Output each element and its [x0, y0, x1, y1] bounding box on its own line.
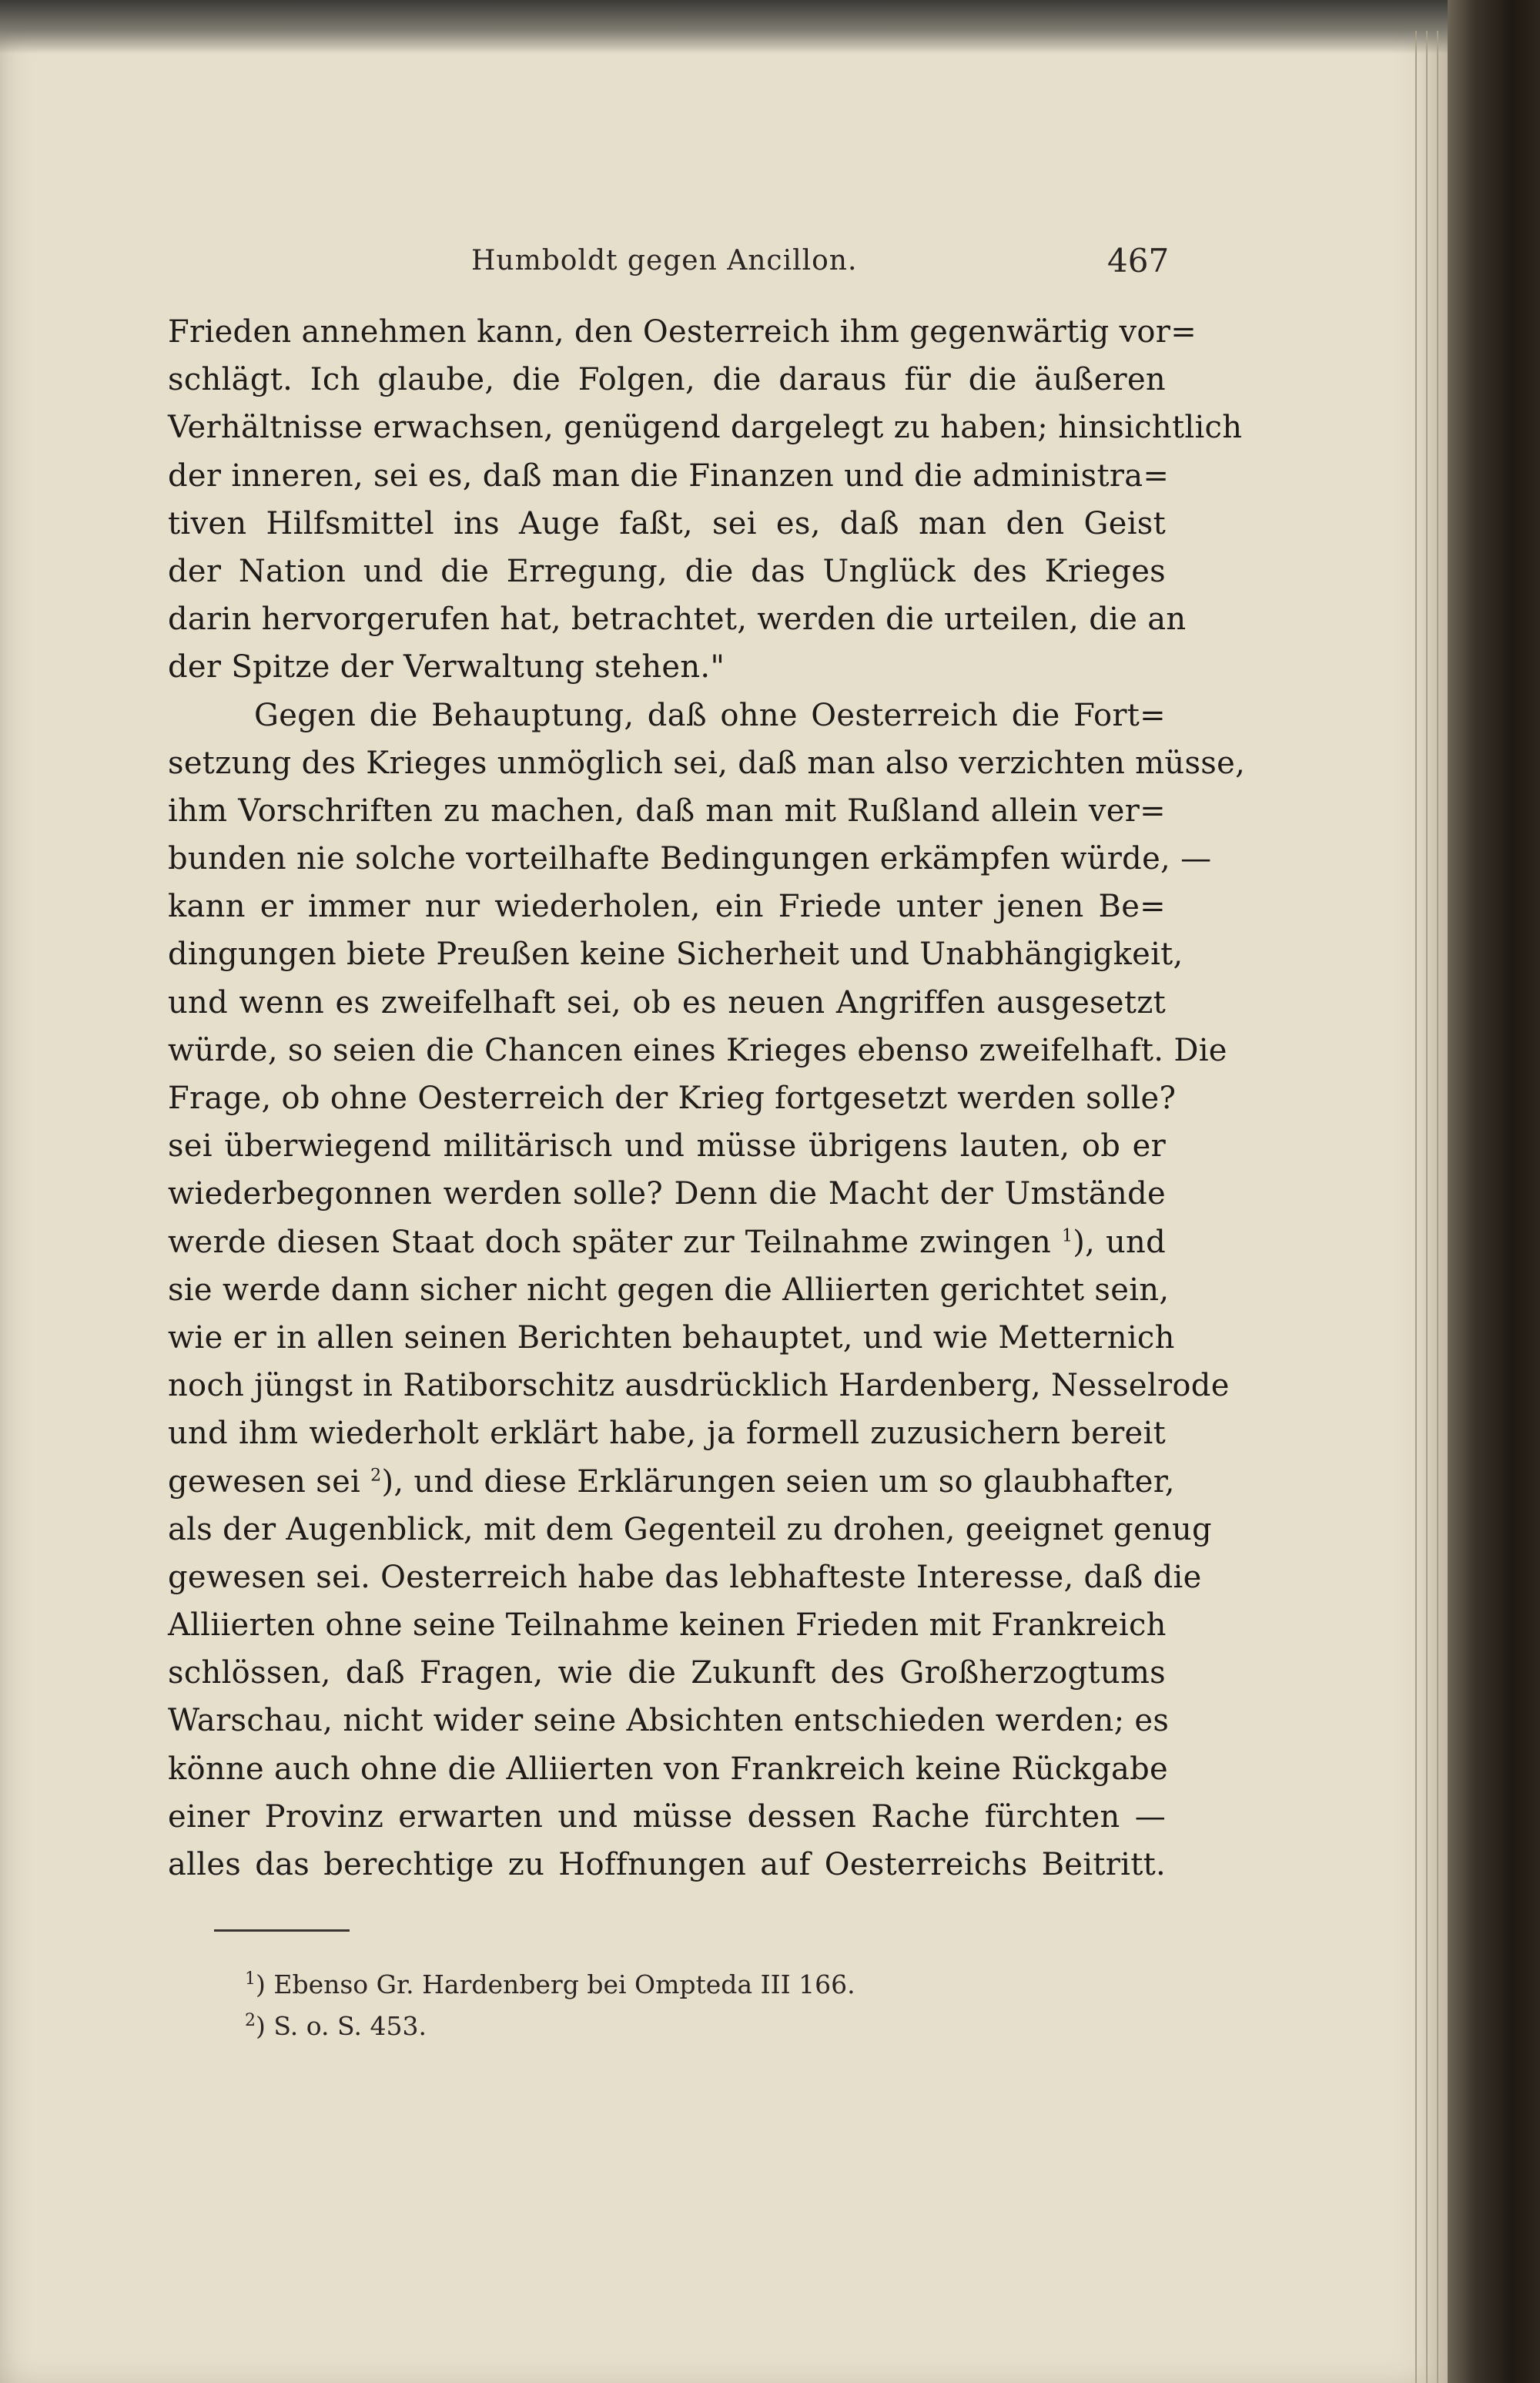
- footnote: [245, 1964, 855, 2006]
- footnote-text: ) S. o. S. 453.: [256, 2011, 427, 2041]
- text-line: gewesen sei. Oesterreich habe das lebhafteste Interesse, daß die: [168, 1559, 1202, 1595]
- text-line: tiven Hilfsmittel ins Auge faßt, sei es, daß man den Geist: [168, 505, 1166, 541]
- text-segment: ), und diese Erklärungen seien um so glaubhafter,: [381, 1463, 1175, 1500]
- text-line: Warschau, nicht wider seine Absichten entschieden werden; es: [168, 1703, 1170, 1739]
- text-line: setzung des Krieges unmöglich sei, daß man also verzichten müsse,: [168, 745, 1246, 781]
- text-line: ihm Vorschriften zu machen, daß man mit Rußland allein ver=: [168, 793, 1166, 829]
- footnotes: [245, 1964, 855, 2047]
- text-line: wie er in allen seinen Berichten behauptet, und wie Metternich: [168, 1319, 1175, 1356]
- text-line: und wenn es zweifelhaft sei, ob es neuen Angriffen ausgesetzt: [168, 984, 1166, 1021]
- text-line: könne auch ohne die Alliierten von Frankreich keine Rückgabe: [168, 1751, 1169, 1787]
- text-line: einer Provinz erwarten und müsse dessen Rache fürchten —: [168, 1798, 1166, 1835]
- page-edge-line: [1437, 31, 1438, 2383]
- text-line: [168, 1218, 1166, 1266]
- page-top-shadow: [0, 0, 1448, 54]
- text-line: kann er immer nur wiederholen, ein Friede unter jenen Be=: [168, 889, 1166, 925]
- page-number: 467: [1107, 242, 1170, 280]
- text-line: [168, 1458, 1175, 1506]
- text-line: würde, so seien die Chancen eines Krieges ebenso zweifelhaft. Die: [168, 1032, 1227, 1068]
- text-segment: gewesen sei: [168, 1463, 361, 1500]
- text-line: der Nation und die Erregung, die das Unglück des Krieges: [168, 553, 1166, 589]
- text-line: bunden nie solche vorteilhafte Bedingungen erkämpfen würde, —: [168, 841, 1212, 877]
- text-line: Gegen die Behauptung, daß ohne Oesterreich die Fort=: [254, 697, 1166, 733]
- text-line: als der Augenblick, mit dem Gegenteil zu drohen, geeignet genug: [168, 1511, 1212, 1547]
- body-text: [168, 308, 1246, 1889]
- footnote-text: ) Ebenso Gr. Hardenberg bei Ompteda III 166.: [256, 1969, 855, 1999]
- footnote-ref: 2: [370, 1466, 382, 1486]
- text-line: sie werde dann sicher nicht gegen die Alliierten gerichtet sein,: [168, 1272, 1170, 1308]
- text-line: schlägt. Ich glaube, die Folgen, die daraus für die äußeren: [168, 362, 1166, 398]
- running-title: Humboldt gegen Ancillon.: [471, 245, 858, 277]
- page-edge-line: [1415, 31, 1417, 2383]
- text-line: Frieden annehmen kann, den Oesterreich ihm gegenwärtig vor=: [168, 314, 1197, 350]
- text-line: sei überwiegend militärisch und müsse übrigens lauten, ob er: [168, 1128, 1166, 1165]
- text-line: alles das berechtige zu Hoffnungen auf Oesterreichs Beitritt.: [168, 1847, 1166, 1882]
- text-line: noch jüngst in Ratiborschitz ausdrücklich Hardenberg, Nesselrode: [168, 1368, 1230, 1404]
- text-line: der inneren, sei es, daß man die Finanzen und die administra=: [168, 457, 1170, 494]
- text-line: Verhältnisse erwachsen, genügend dargelegt zu haben; hinsichtlich: [168, 410, 1243, 446]
- text-line: der Spitze der Verwaltung stehen.": [168, 649, 725, 685]
- footnote: [245, 2006, 855, 2047]
- page-edge-line: [1426, 31, 1428, 2383]
- footnote-ref: 1: [1061, 1226, 1073, 1246]
- text-line: Frage, ob ohne Oesterreich der Krieg fortgesetzt werden solle?: [168, 1081, 1177, 1116]
- text-line: wiederbegonnen werden solle? Denn die Macht der Umstände: [168, 1176, 1166, 1212]
- footnote-marker: 2: [245, 2011, 256, 2030]
- text-line: schlössen, daß Fragen, wie die Zukunft des Großherzogtums: [168, 1655, 1166, 1691]
- text-segment: werde diesen Staat doch später zur Teilnahme zwingen: [168, 1224, 1052, 1260]
- page-header: [0, 242, 1448, 283]
- text-line: dingungen biete Preußen keine Sicherheit und Unabhängigkeit,: [168, 937, 1183, 973]
- text-line: und ihm wiederholt erklärt habe, ja formell zuzusichern bereit: [168, 1416, 1166, 1452]
- text-segment: ), und: [1073, 1224, 1167, 1260]
- book-spine: [1448, 0, 1540, 2383]
- text-line: Alliierten ohne seine Teilnahme keinen Frieden mit Frankreich: [168, 1607, 1167, 1644]
- footnote-marker: 1: [245, 1969, 256, 1989]
- footnote-rule: [214, 1929, 350, 1932]
- text-line: darin hervorgerufen hat, betrachtet, werden die urteilen, die an: [168, 602, 1187, 638]
